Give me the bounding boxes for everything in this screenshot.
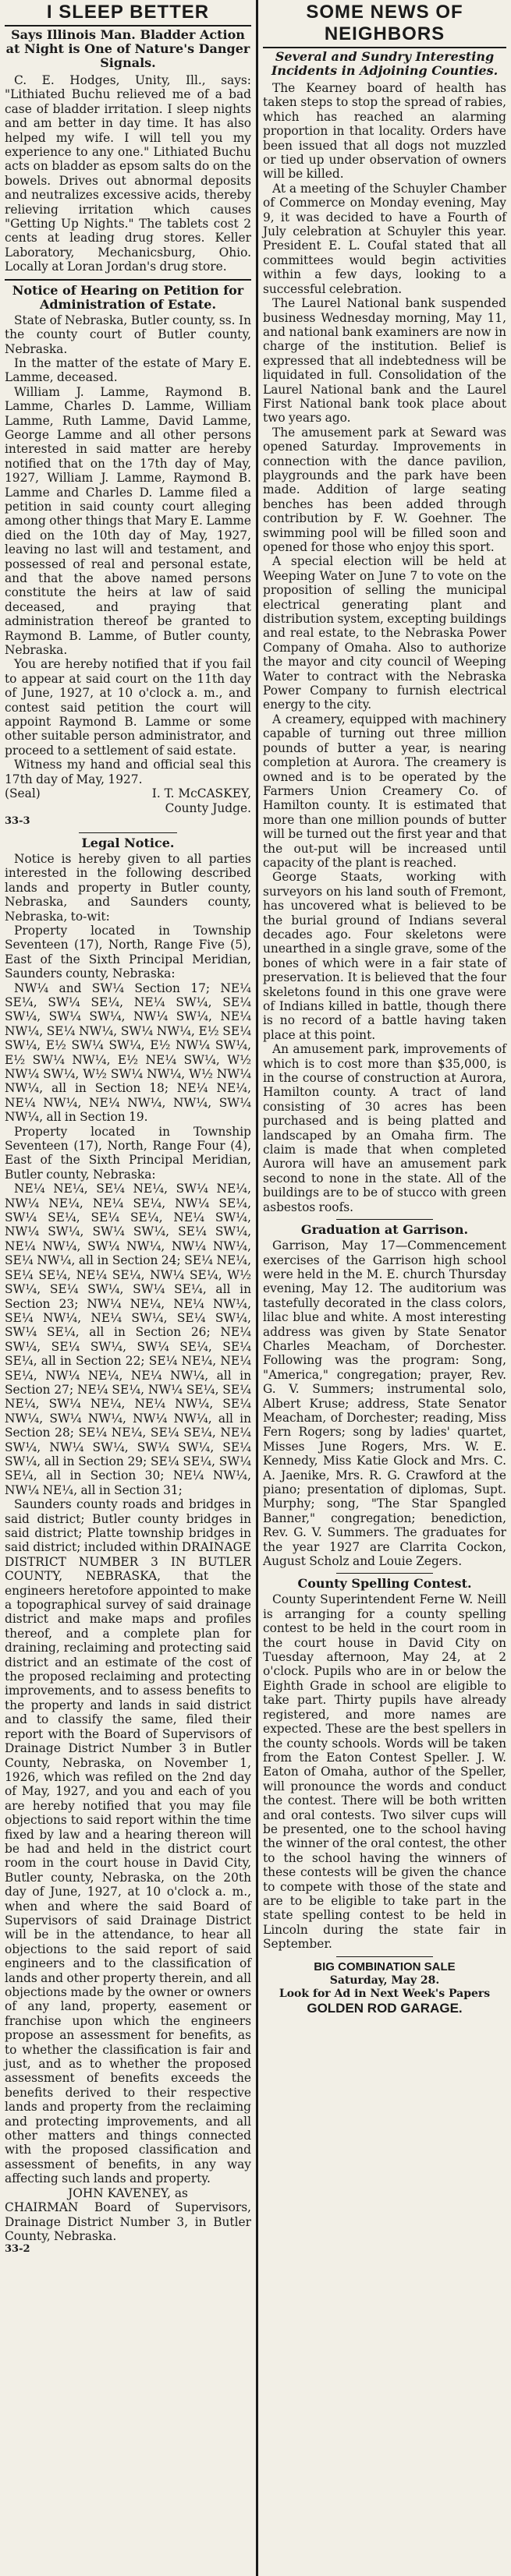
headline-sleep-better: I SLEEP BETTER xyxy=(5,0,251,27)
probate-paragraph: You are hereby notified that if you fail to appear at said court on the 11th day of June, 1927, at 10 o'clock a. m., and contest said petition the court will appoint Raymond B. Lamme or some other suitable person administrator, and proceed to a settlement of said estate. xyxy=(5,657,251,758)
sale-ad-date: Saturday, May 28. xyxy=(329,1974,440,1987)
right-column xyxy=(258,0,511,2576)
notice-code: 33-3 xyxy=(5,814,30,827)
sale-ad-garage: GOLDEN ROD GARAGE. xyxy=(307,2000,463,2016)
graduation-text: Garrison, May 17—Commencement exercises of the Garrison high school were held in the M. E. church Thursday evening, May 12. The auditorium was tastefully decorated in the class colors, lilac blue and white. A most interesting address was given by State Senator Charles Meacham, of Dorchester. Following was the program: Song, "America," congregation; prayer, Rev. G. V. Summers; instrumental solo, Albert Kruse; address, State Senator Meacham, of Dorchester; reading, Miss Fern Rogers; song by ladies' quartet, Misses June Rogers, Mrs. W. E. Kennedy, Miss Katie Glock and Mrs. C. A. Jaenike, Mrs. R. G. Crawford at the piano; presentation of diplomas, Supt. Murphy; song, "The Star Spangled Banner," congregation; benediction, Rev. G. V. Summers. The graduates for the year 1927 are Clarrita Cockon, August Scholz and Louie Zegers. xyxy=(263,1239,506,1569)
probate-paragraph: State of Nebraska, Butler county, ss. In the county court of Butler county, Nebraska. xyxy=(5,313,251,356)
notice-code: 33-2 xyxy=(5,2243,30,2256)
legal-paragraph: Notice is hereby given to all parties interested in the following described lands and property in Butler county, Nebraska, and Saunders county, Nebraska, to-wit: xyxy=(5,851,251,924)
legal-drainage-text: Saunders county roads and bridges in said district; Butler county bridges in said district; Platte township bridges in said district; included within DRAINAGE DISTRICT NUMBER 3 IN BUTLER COUNTY, NEBRASKA, that the engineers heretofore appointed to make a topographical survey of said drainage district and make maps and profiles thereof, and a complete plan for draining, reclaiming and protecting said district and an estimate of the cost of the proposed reclaiming and protecting improvements, and to assess benefits to the property and lands in said district and to classify the same, filed their report with the Board of Supervisors of Drainage District Number 3 in Butler County, Nebraska, on November 1, 1926, which was refiled on the 2nd day of May, 1927, and you and each of you are hereby notified that you may file objections to said report within the time fixed by law and a hearing thereon will be had and held in the district court room in the court house in David City, Butler county, Nebraska, on the 20th day of June, 1927, at 10 o'clock a. m., when and where the said Board of Supervisors of said Drainage District will be in the attendance, to hear all objections to the said report of said engineers and to the classification of lands and other property therein, and all objections made by the owner or owners of any land, property, easement or franchise upon which the engineers propose an assessment for benefits, as to whether the classification is fair and just, and as to whether the proposed assessment of benefits exceeds the benefits derived to their respective lands and property from the reclaiming and protecting improvements, and all other matters and things connected with the proposed classification and assessment of benefits, in any way affecting such lands and property. xyxy=(5,1497,251,2186)
section-divider xyxy=(79,832,177,833)
section-divider xyxy=(336,1219,434,1220)
section-divider xyxy=(336,1956,434,1957)
legal-paragraph: Property located in Township Seventeen (17), North, Range Four (4), East of the Sixth Principal Meridian, Butler county, Nebraska: xyxy=(5,1124,251,1182)
judge-name: I. T. McCASKEY, xyxy=(151,786,251,801)
spelling-contest-heading: County Spelling Contest. xyxy=(297,1576,472,1592)
section-divider xyxy=(336,1573,434,1574)
signer-title: CHAIRMAN Board of Supervisors, Drainage District Number 3, in Butler County, Nebraska. xyxy=(5,2200,251,2243)
probate-paragraph: In the matter of the estate of Mary E. Lamme, deceased. xyxy=(5,355,251,385)
probate-signature xyxy=(5,786,251,800)
subheadline-illinois-man: Says Illinois Man. Bladder Action at Night is One of Nature's Danger Signals. xyxy=(5,27,250,70)
headline-news-of-neighbors: SOME NEWS OF NEIGHBORS xyxy=(263,0,506,48)
legal-paragraph: Property located in Township Seventeen (17), North, Range Five (5), East of the Sixth Principal Meridian, Saunders county, Nebraska: xyxy=(5,923,251,981)
sale-ad-title: BIG COMBINATION SALE xyxy=(314,1959,456,1974)
seal-label: (Seal) xyxy=(5,786,41,801)
news-item: A special election will be held at Weeping Water on June 7 to vote on the proposition of selling the municipal electrical generating plant and distribution system, excepting buildings and real estate, to the Nebraska Power Company of Omaha. Also to authorize the mayor and city council of Weeping Water to contract with the Nebraska Power Company to furnish electrical energy to the city. xyxy=(263,554,506,712)
news-item: George Staats, working with surveyors on his land south of Fremont, has uncovered what is believed to be the burial ground of Indians several decades ago. Four skeletons were unearthed in a single grave, some of the bones of which were in a fair state of preservation. It is believed that the four skeletons found in this one grave were of Indians killed in battle, though there is no record of a battle having taken place at this point. xyxy=(263,870,507,1042)
news-item: A creamery, equipped with machinery capable of turning out three million pounds of butter a year, is nearing completion at Aurora. The creamery is owned and is to be operated by the Farmers Union Creamery Co. of Hamilton county. It is estimated that more than one million pounds of butter will be turned out the first year and that the out-put will be increased until capacity of the plant is reached. xyxy=(263,712,506,870)
subheadline-incidents: Several and Sundry Interesting Incidents in Adjoining Counties. xyxy=(271,49,499,78)
sale-ad-note: Look for Ad in Next Week's Papers xyxy=(279,1987,491,2000)
news-item: At a meeting of the Schuyler Chamber of Commerce on Monday evening, May 9, it was decided to have a Fourth of July celebration at Schuyler this year. President E. L. Coufal stated that all committees would begin activities within a few days, looking to a successful celebration. xyxy=(263,181,506,296)
judge-title: County Judge. xyxy=(165,800,251,815)
legal-land-description: NE¼ NE¼, SE¼ NE¼, SW¼ NE¼, NW¼ NE¼, NE¼ SE¼, NW¼ SE¼, SW¼ SE¼, SE¼ SE¼, NE¼ SW¼, NW¼ SW¼, SW¼ SW¼, SE¼ SW¼, NE¼ NW¼, SW¼ NW¼, NW¼ NW¼, SE¼ NW¼, all in Section 24; SE¼ NE¼, SE¼ SE¼, NE¼ SE¼, NW¼ SE¼, W½ SW¼, SE¼ SW¼, SW¼ SE¼, all in Section 23; NW¼ NE¼, NE¼ NW¼, SE¼ NW¼, NE¼ SW¼, SE¼ SW¼, SW¼ SE¼, all in Section 26; NE¼ SW¼, SE¼ SW¼, SW¼ SE¼, SE¼ SE¼, all in Section 22; SE¼ NE¼, NE¼ SE¼, NW¼ NE¼, NE¼ NW¼, all in Section 27; NE¼ SE¼, NW¼ SE¼, SE¼ NE¼, SW¼ NE¼, NE¼ NW¼, SE¼ NW¼, SW¼ NW¼, NW¼ NW¼, all in Section 28; SE¼ NE¼, SE¼ SE¼, NE¼ SW¼, NW¼ SW¼, SW¼ SW¼, SE¼ SW¼, all in Section 29; SE¼ SE¼, SW¼ SE¼, all in Section 30; NE¼ NW¼, NW¼ NE¼, all in Section 31; xyxy=(5,1182,251,1497)
probate-notice-heading: Notice of Hearing on Petition for Administration of Estate. xyxy=(12,282,244,312)
news-item: An amusement park, improvements of which is to cost more than $35,000, is in the course of construction at Aurora, Hamilton county. A tract of land consisting of 30 acres has been purchased and is being platted and landscaped by an Omaha firm. The claim is made that when completed Aurora will have an amusement park second to none in the state. All of the buildings are to be of stucco with green asbestos roofs. xyxy=(263,1042,506,1214)
buchu-ad-text: C. E. Hodges, Unity, Ill., says: "Lithiated Buchu relieved me of a bad case of bladder irritation. I sleep nights and am better in day time. It has also helped my wife. I will tell you my experience to any one." Lithiated Buchu acts on bladder as epsom salts do on the bowels. Drives out abnormal deposits and neutralizes excessive acids, thereby relieving irritation which causes "Getting Up Nights." The tablets cost 2 cents at leading drug stores. Keller Laboratory, Mechanicsburg, Ohio. Locally at Loran Jordan's drug store. xyxy=(5,73,251,274)
signer-name: JOHN KAVENEY, as xyxy=(68,2186,188,2200)
column-divider xyxy=(5,279,251,281)
legal-land-description: NW¼ and SW¼ Section 17; NE¼ SE¼, SW¼ SE¼, NE¼ SW¼, SE¼ SW¼, SW¼ SW¼, NW¼ SW¼, NE¼ NW¼, SE¼ NW¼, SW¼ NW¼, E½ SE¼ SW¼, E½ SW¼ SW¼, E½ NW¼ SW¼, E½ SW¼ NW¼, E½ NE¼ SW¼, W½ NW¼ SW¼, W½ SW¼ NW¼, W½ NW¼ NW¼, all in Section 18; NE¼ NE¼, NE¼ NW¼, NE¼ NW¼, NW¼, SW¼ NW¼, all in Section 19. xyxy=(5,981,251,1125)
spelling-contest-text: County Superintendent Ferne W. Neill is arranging for a county spelling contest to be held in the court room in the court house in David City on Tuesday afternoon, May 24, at 2 o'clock. Pupils who are in or below the Eighth Grade in school are eligible to take part. Thirty pupils have already registered, and more names are expected. These are the best spellers in the county schools. Words will be taken from the Eaton Contest Speller. J. W. Eaton of Omaha, author of the Speller, will pronounce the words and conduct the contest. There will be both written and oral contests. Two silver cups will be presented, one to the school having the winner of the oral contest, the other to the school having the winners of these contests will be given the chance to compete with those of the state and are to be eligible to take part in the state spelling contest to be held in Lincoln during the state fair in September. xyxy=(263,1592,506,1952)
news-item: The amusement park at Seward was opened Saturday. Improvements in connection with the dance pavilion, playgrounds and the park have been made. Addition of large seating benches has been added through contribution by F. W. Goehner. The swimming pool will be filled soon and opened for those who enjoy this sport. xyxy=(263,425,506,554)
legal-notice-heading: Legal Notice. xyxy=(81,835,175,850)
graduation-heading: Graduation at Garrison. xyxy=(300,1222,469,1238)
probate-paragraph: William J. Lamme, Raymond B. Lamme, Charles D. Lamme, William Lamme, Ruth Lamme, David Lamme, George Lamme and all other persons interested in said matter are hereby notified that on the 17th day of May, 1927, William J. Lamme, Raymond B. Lamme and Charles D. Lamme filed a petition in said county court alleging among other things that Mary E. Lamme died on the 10th day of May, 1927, leaving no last will and testament, and possessed of real and personal estate, and that the above named persons constitute the heirs at law of said deceased, and praying that administration thereof be granted to Raymond B. Lamme, of Butler county, Nebraska. xyxy=(5,384,251,658)
probate-witness: Witness my hand and official seal this 17th day of May, 1927. xyxy=(5,758,251,786)
news-item: The Kearney board of health has taken steps to stop the spread of rabies, which has reached an alarming proportion in that locality. Orders have been issued that all dogs not muzzled or tied up under observation of owners will be killed. xyxy=(263,81,506,182)
news-item: The Laurel National bank suspended business Wednesday morning, May 11, and national bank examiners are now in charge of the institution. Belief is expressed that all indebtedness will be liquidated in full. Consolidation of the Laurel National bank and the Laurel First National bank took place about two years ago. xyxy=(263,296,506,426)
